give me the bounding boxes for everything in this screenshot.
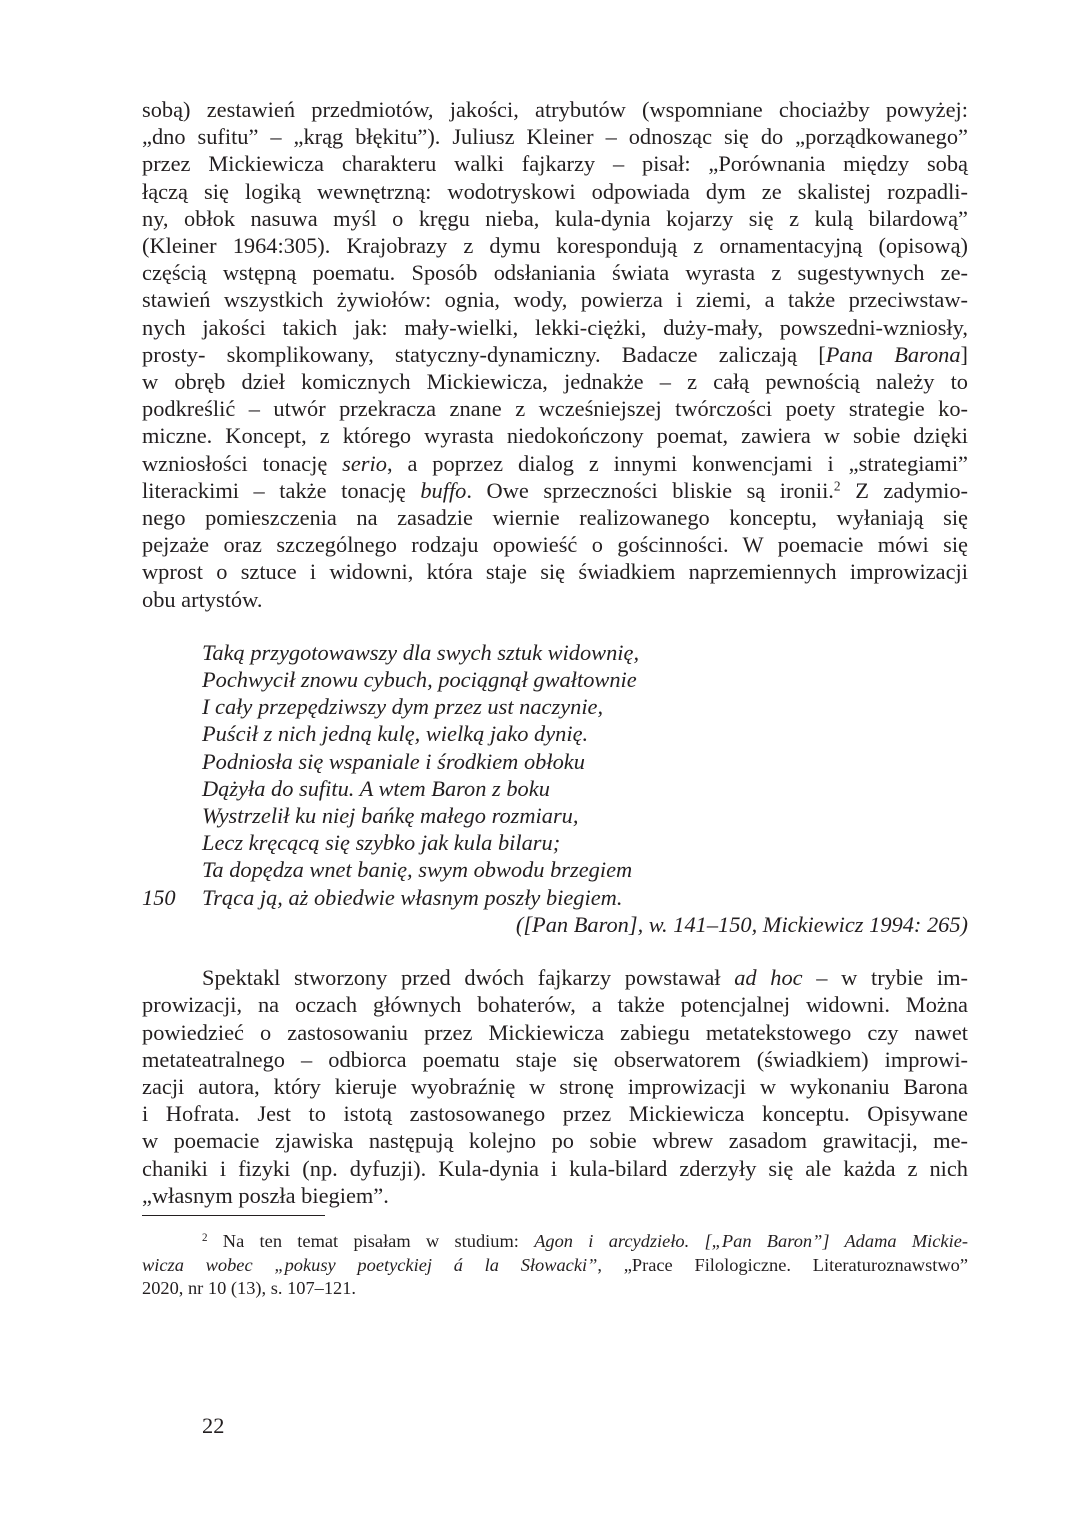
footnote-line (142, 1254, 968, 1278)
text-run: Spektakl stworzony przed dwóch fajkarzy powstawał (202, 965, 735, 991)
paragraph-2 (142, 964, 968, 1209)
text-run: ] (960, 341, 968, 367)
verse-line: Dążyła do sufitu. A wtem Baron z boku (202, 775, 550, 801)
text-line (142, 964, 968, 991)
verse-line: Podniosła się wspaniale i środkiem obłoku (202, 748, 585, 774)
work-title-italic: Pana Barona (825, 341, 961, 367)
text-line: stawień wszystkich żywiołów: ognia, wody, powierza i ziemi, a także przeciwstaw- (142, 287, 968, 313)
text-run: , „Prace Filologiczne. Literaturoznawstwo” (597, 1254, 968, 1275)
page-body (142, 96, 968, 1301)
verse-line: Puścił z nich jedną kulę, wielką jako dynię. (202, 721, 589, 747)
spacer (142, 938, 968, 964)
verse-line: Wystrzelił ku niej bańkę małego rozmiaru, (202, 803, 579, 829)
text-line: przez Mickiewicza charakteru walki fajkarzy – pisał: „Porównania między sobą (142, 151, 968, 177)
text-line: prowizacji, na oczach głównych bohaterów, a także potencjalnej widowni. Można (142, 992, 968, 1018)
verse-line: Taką przygotowawszy dla swych sztuk widownię, (202, 639, 640, 665)
text-line: zacji autora, który kieruje wyobraźnię w stronę improwizacji w wykonaniu Barona (142, 1073, 968, 1099)
page-number: 22 (202, 1413, 225, 1438)
verse-line-number: 150 (142, 884, 176, 910)
text-line: wprost o sztuce i widowni, która staje się świadkiem naprzemiennych improwizacji (142, 559, 968, 585)
text-line: metateatralnego – odbiorca poematu staje się obserwatorem (świadkiem) improwi- (142, 1046, 968, 1072)
text-line: „własnym poszła biegiem”. (142, 1182, 389, 1208)
text-line (142, 341, 968, 368)
text-line: sobą) zestawień przedmiotów, jakości, atrybutów (wspomniane chociażby powyżej: (142, 97, 968, 122)
text-line: nego pomieszczenia na zasadzie wiernie realizowanego konceptu, wyłaniają się (142, 505, 968, 531)
text-line: ny, obłok nasuwa myśl o kręgu nieba, kula-dynia kojarzy się z kulą bilardową” (142, 205, 968, 231)
text-line: pejzaże oraz szczególnego rodzaju opowieść o gościnności. W poemacie mówi się (142, 532, 968, 558)
term-italic: buffo (420, 477, 467, 503)
text-run: . Owe sprzeczności bliskie są ironii. (466, 477, 834, 503)
text-line: obu artystów. (142, 586, 263, 612)
cited-title-italic: wicza wobec „pokusy poetyckiej á la Słowacki” (142, 1254, 598, 1275)
text-line (142, 450, 968, 477)
text-line: nych jakości takich jak: mały-wielki, lekki-ciężki, duży-mały, powszedni-wzniosły, (142, 314, 968, 340)
text-line: i Hofrata. Jest to istotą zastosowanego przez Mickiewicza konceptu. Opisywane (142, 1101, 968, 1127)
text-run: Na ten temat pisałam w studium: (207, 1230, 535, 1251)
verse-line: Ta dopędza wnet banię, swym obwodu brzegiem (202, 857, 633, 883)
footnote-marker: 2 (202, 1231, 208, 1244)
text-line: częścią wstępną poematu. Sposób odsłaniania świata wyrasta z sugestywnych ze- (142, 260, 968, 286)
text-run: wzniosłości tonację (142, 450, 343, 476)
text-line: powiedzieć o zastosowaniu przez Mickiewicza zabiegu metatekstowego czy nawet (142, 1019, 968, 1045)
text-line: w poemacie zjawiska następują kolejno po sobie wbrew zasadom grawitacji, me- (142, 1128, 968, 1154)
verse-citation: ([Pan Baron], w. 141–150, Mickiewicz 1994: 265) (515, 911, 968, 937)
text-run: , a poprzez dialog z innymi konwencjami i „strategiami” (386, 450, 968, 476)
spacer (142, 613, 968, 639)
text-line: w obręb dzieł komicznych Mickiewicza, jednakże – z całą pewnością należy to (142, 369, 968, 395)
text-line: podkreślić – utwór przekracza znane z wcześniejszej twórczości poety strategie ko- (142, 396, 968, 422)
text-line: łączą się logiką wewnętrzną: wodotryskowi odpowiada dym ze skalistej rozpadli- (142, 178, 968, 204)
verse-line (142, 884, 968, 911)
verse-quotation (142, 639, 968, 938)
text-run: literackimi – także tonację (142, 477, 421, 503)
cited-title-italic: Agon i arcydzieło. [„Pan Baron”] Adama Mickie- (534, 1230, 968, 1251)
paragraph-1 (142, 96, 968, 613)
footnote-line: 2020, nr 10 (13), s. 107–121. (142, 1278, 357, 1299)
footnote (142, 1230, 968, 1301)
term-italic: ad hoc (734, 965, 803, 991)
text-line: (Kleiner 1964:305). Krajobrazy z dymu korespondują z ornamentacyjną (opisową) (142, 233, 968, 259)
text-run: Z zadymio- (840, 477, 968, 503)
footnote-reference[interactable]: 2 (833, 478, 841, 494)
text-line (142, 477, 968, 504)
verse-line-text: Trąca ją, aż obiedwie własnym poszły biegiem. (202, 884, 623, 910)
verse-line: Pochwycił znowu cybuch, pociągnął gwałtownie (202, 667, 637, 693)
text-line: miczne. Koncept, z którego wyrasta niedokończony poemat, zawiera w sobie dzięki (142, 423, 968, 449)
text-run: – w trybie im- (802, 965, 968, 991)
text-line: chaniki i fizyki (np. dyfuzji). Kula-dynia i kula-bilard zderzyły się ale każda z nich (142, 1155, 968, 1181)
verse-line: I cały przepędziwszy dym przez ust naczynie, (202, 694, 604, 720)
footnote-separator (142, 1215, 325, 1216)
text-run: prosty- skomplikowany, statyczny-dynamiczny. Badacze zaliczają [ (142, 341, 826, 367)
term-italic: serio (342, 450, 387, 476)
verse-line: Lecz kręcącą się szybko jak kula bilaru; (202, 830, 561, 856)
text-line: „dno sufitu” – „krąg błękitu”). Juliusz Kleiner – odnosząc się do „porządkowanego” (142, 124, 968, 150)
footnote-line (142, 1230, 968, 1254)
